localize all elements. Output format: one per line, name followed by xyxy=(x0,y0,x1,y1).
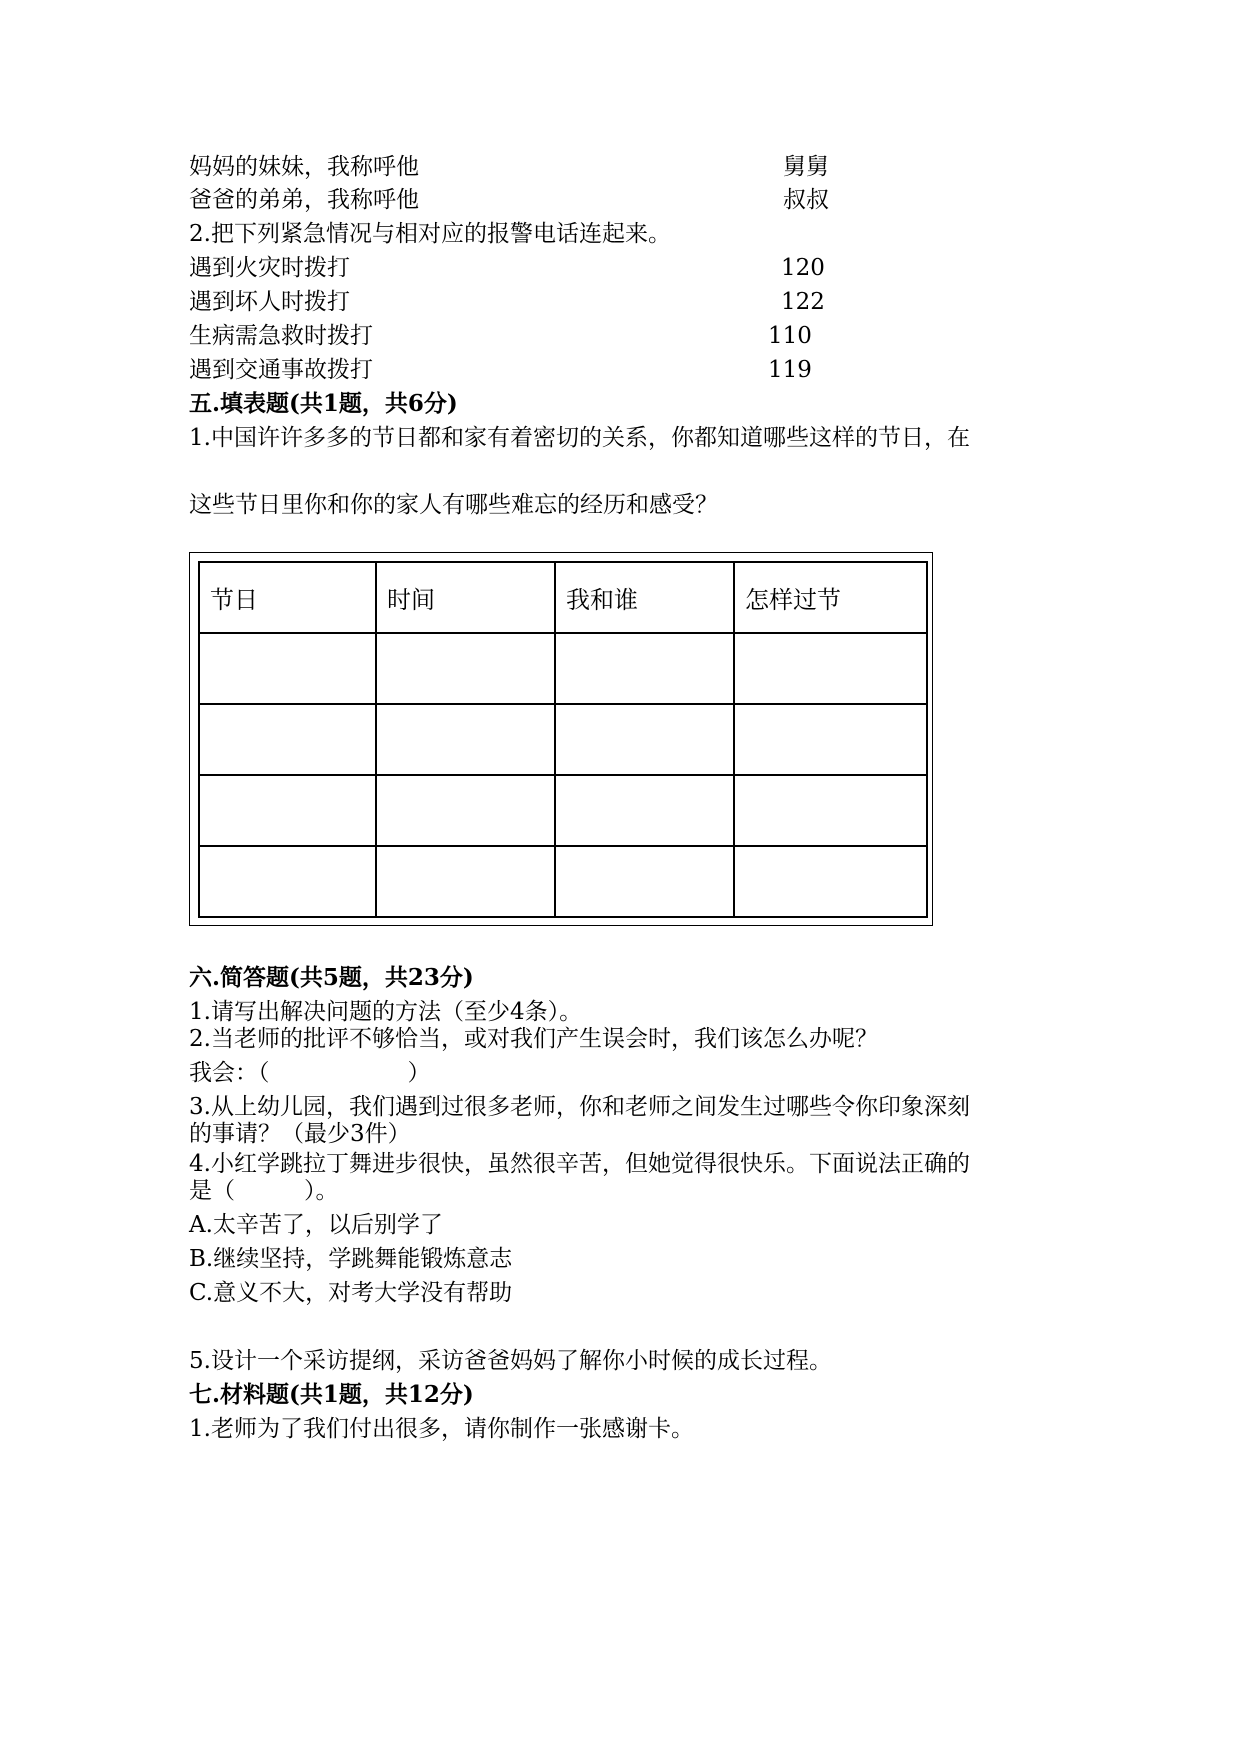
emergency-left-4: 遇到交通事故拨打 xyxy=(189,357,373,383)
question-2-prompt: 2.把下列紧急情况与相对应的报警电话连起来。 xyxy=(189,221,671,247)
table-cell[interactable] xyxy=(734,775,927,846)
option-b: B.继续坚持，学跳舞能锻炼意志 xyxy=(189,1246,513,1272)
section-6-question-2-answer: 我会：（ ） xyxy=(189,1060,431,1086)
table-cell[interactable] xyxy=(376,846,555,917)
table-cell[interactable] xyxy=(734,704,927,775)
table-row xyxy=(199,775,927,846)
relation-right-1: 舅舅 xyxy=(783,154,829,180)
relation-left-2: 爸爸的弟弟，我称呼他 xyxy=(189,187,419,213)
table-cell[interactable] xyxy=(199,846,376,917)
table-cell[interactable] xyxy=(199,704,376,775)
section-7-question-1: 1.老师为了我们付出很多，请你制作一张感谢卡。 xyxy=(189,1416,694,1442)
table-row xyxy=(199,704,927,775)
table-cell[interactable] xyxy=(734,633,927,704)
option-c: C.意义不大，对考大学没有帮助 xyxy=(189,1280,513,1306)
section-7-heading: 七.材料题(共1题，共12分) xyxy=(189,1381,474,1408)
phone-number-3: 110 xyxy=(768,323,812,349)
phone-number-1: 120 xyxy=(781,255,825,281)
section-6-question-3-line-2: 的事请？（最少3件） xyxy=(189,1121,411,1147)
option-a: A.太辛苦了，以后别学了 xyxy=(189,1212,443,1238)
table-cell[interactable] xyxy=(199,633,376,704)
header-how-celebrate: 怎样过节 xyxy=(734,562,927,633)
festival-table-frame xyxy=(189,552,933,926)
table-cell[interactable] xyxy=(555,704,734,775)
section-6-question-4-line-2: 是（ ）。 xyxy=(189,1178,339,1204)
section-6-question-1: 1.请写出解决问题的方法（至少4条）。 xyxy=(189,999,583,1025)
table-cell[interactable] xyxy=(734,846,927,917)
table-header-row xyxy=(199,562,927,633)
table-row xyxy=(199,633,927,704)
section-6-question-3-line-1: 3.从上幼儿园，我们遇到过很多老师，你和老师之间发生过哪些令你印象深刻 xyxy=(189,1094,970,1120)
table-row xyxy=(199,846,927,917)
section-6-heading: 六.简答题(共5题，共23分) xyxy=(189,964,474,991)
section-5-heading: 五.填表题(共1题，共6分) xyxy=(189,390,458,417)
table-cell[interactable] xyxy=(199,775,376,846)
emergency-left-1: 遇到火灾时拨打 xyxy=(189,255,350,281)
phone-number-2: 122 xyxy=(781,289,825,315)
table-cell[interactable] xyxy=(555,846,734,917)
emergency-left-2: 遇到坏人时拨打 xyxy=(189,289,350,315)
table-cell[interactable] xyxy=(555,633,734,704)
table-cell[interactable] xyxy=(555,775,734,846)
table-cell[interactable] xyxy=(376,775,555,846)
section-5-question-line-1: 1.中国许许多多的节日都和家有着密切的关系，你都知道哪些这样的节日，在 xyxy=(189,425,970,451)
section-5-question-line-2: 这些节日里你和你的家人有哪些难忘的经历和感受？ xyxy=(189,492,718,518)
emergency-left-3: 生病需急救时拨打 xyxy=(189,323,373,349)
phone-number-4: 119 xyxy=(768,357,812,383)
header-with-whom: 我和谁 xyxy=(555,562,734,633)
table-cell[interactable] xyxy=(376,633,555,704)
festival-table xyxy=(198,561,928,918)
section-6-question-5: 5.设计一个采访提纲，采访爸爸妈妈了解你小时候的成长过程。 xyxy=(189,1348,832,1374)
section-6-question-2: 2.当老师的批评不够恰当，或对我们产生误会时，我们该怎么办呢？ xyxy=(189,1026,878,1052)
header-festival: 节日 xyxy=(199,562,376,633)
table-cell[interactable] xyxy=(376,704,555,775)
relation-left-1: 妈妈的妹妹，我称呼他 xyxy=(189,154,419,180)
relation-right-2: 叔叔 xyxy=(783,187,829,213)
header-time: 时间 xyxy=(376,562,555,633)
section-6-question-4-line-1: 4.小红学跳拉丁舞进步很快，虽然很辛苦，但她觉得很快乐。下面说法正确的 xyxy=(189,1151,970,1177)
